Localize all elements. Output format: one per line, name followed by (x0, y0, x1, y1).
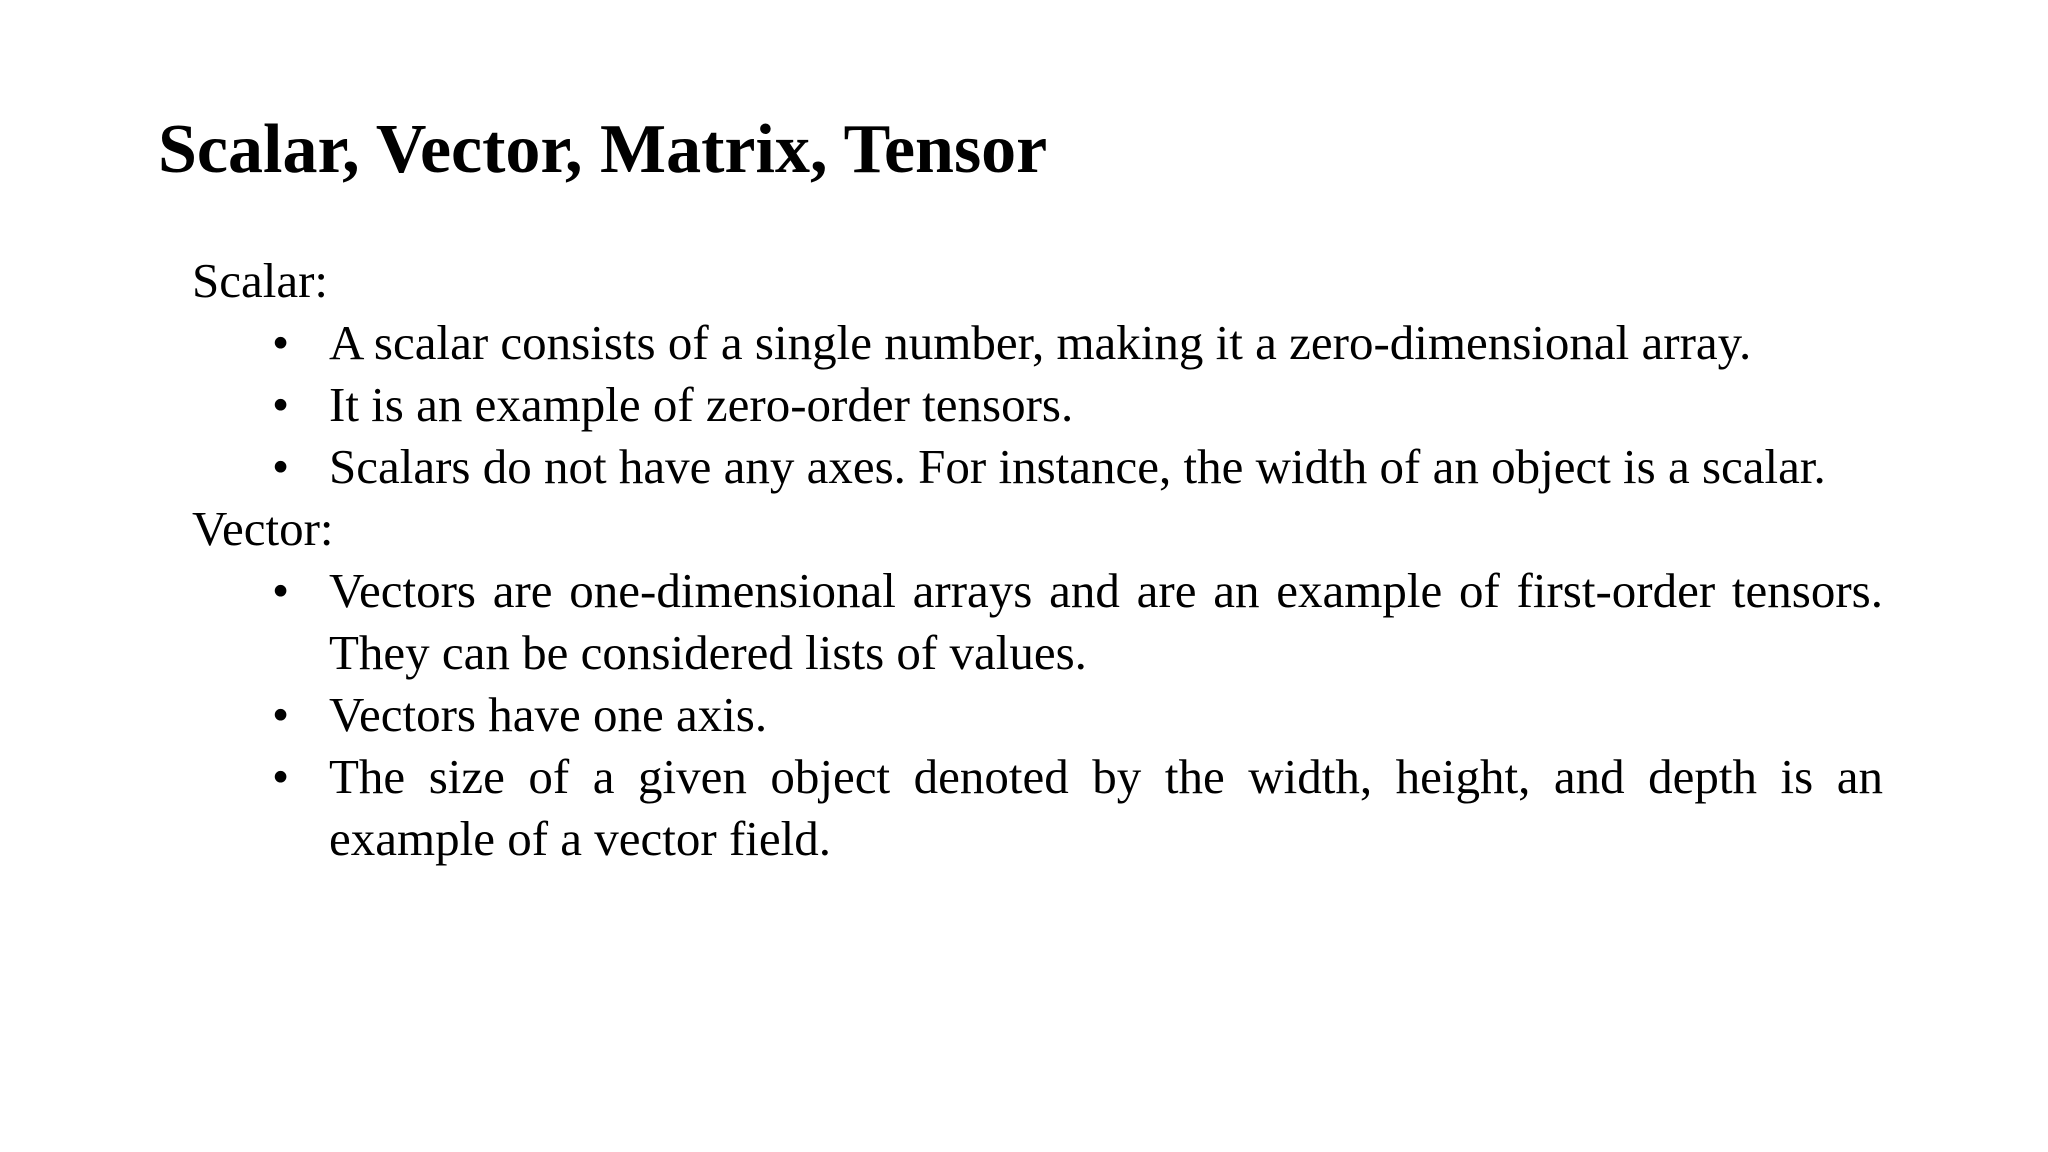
bullet-text: A scalar consists of a single number, making it a zero-dimensional array. (329, 315, 1752, 370)
bullet-icon: • (272, 687, 290, 742)
bullet-icon: • (272, 563, 290, 618)
scalar-section (192, 250, 1883, 498)
bullet-list-scalar (192, 312, 1883, 498)
list-item (192, 560, 1883, 684)
bullet-text: The size of a given object denoted by the width, height, and depth is an example of a vector field. (329, 749, 1883, 866)
section-heading-vector: Vector: (192, 501, 334, 556)
bullet-text: Vectors are one-dimensional arrays and are an example of first-order tensors. They can be considered lists of values. (329, 563, 1883, 680)
bullet-icon: • (272, 377, 290, 432)
slide-title: Scalar, Vector, Matrix, Tensor (158, 111, 1048, 188)
slide-content (192, 250, 1883, 870)
list-item (192, 436, 1883, 498)
list-item (192, 312, 1883, 374)
bullet-text: Vectors have one axis. (329, 687, 768, 742)
bullet-text: Scalars do not have any axes. For instance, the width of an object is a scalar. (329, 439, 1826, 494)
list-item (192, 684, 1883, 746)
bullet-icon: • (272, 439, 290, 494)
bullet-list-vector (192, 560, 1883, 870)
vector-section (192, 498, 1883, 870)
bullet-icon: • (272, 749, 290, 804)
bullet-text: It is an example of zero-order tensors. (329, 377, 1074, 432)
list-item (192, 374, 1883, 436)
list-item (192, 746, 1883, 870)
bullet-icon: • (272, 315, 290, 370)
section-heading-scalar: Scalar: (192, 253, 329, 308)
